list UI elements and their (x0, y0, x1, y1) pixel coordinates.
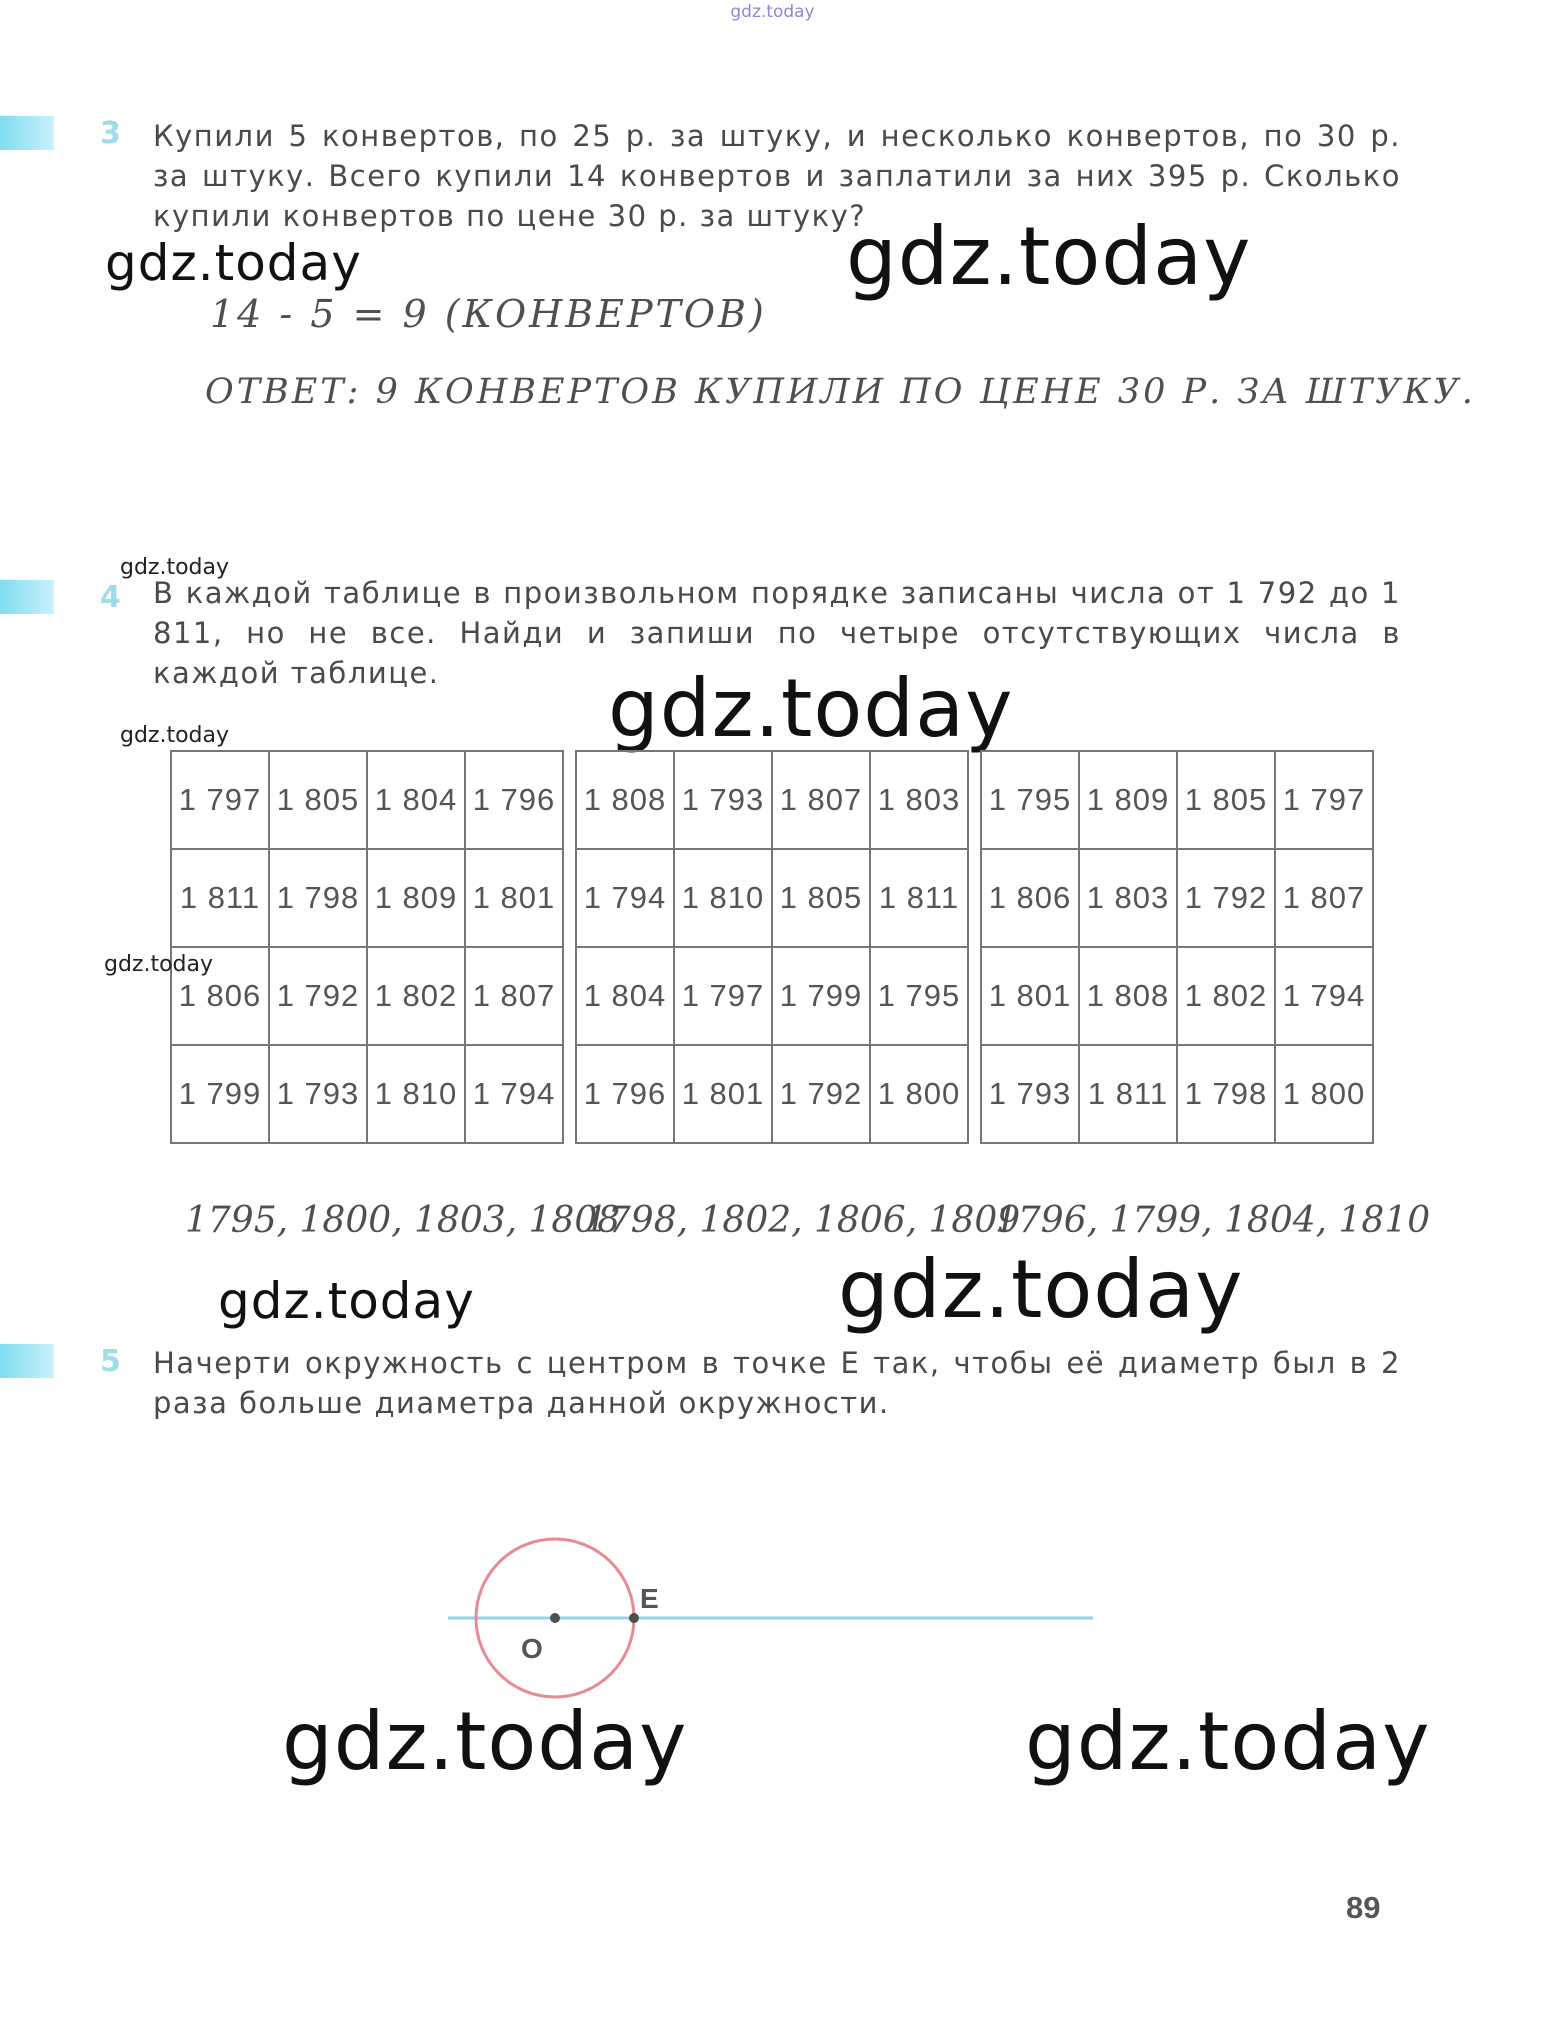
task-4-number: 4 (100, 580, 121, 615)
table-cell: 1 800 (1275, 1045, 1373, 1143)
table-cell: 1 805 (772, 849, 870, 947)
table-cell: 1 802 (367, 947, 465, 1045)
table-cell: 1 807 (772, 751, 870, 849)
table-cell: 1 793 (981, 1045, 1079, 1143)
table-cell: 1 810 (367, 1045, 465, 1143)
table-cell: 1 808 (1079, 947, 1177, 1045)
table-cell: 1 810 (674, 849, 772, 947)
page-number: 89 (1346, 1890, 1381, 1925)
table-cell: 1 804 (367, 751, 465, 849)
table-cell: 1 798 (1177, 1045, 1275, 1143)
task-3-solution: 14 - 5 = 9 (КОНВЕРТОВ) (210, 292, 767, 336)
table-cell: 1 804 (576, 947, 674, 1045)
table-cell: 1 811 (870, 849, 968, 947)
table-cell: 1 795 (870, 947, 968, 1045)
watermark: gdz.today (846, 210, 1252, 303)
watermark: gdz.today (608, 662, 1014, 755)
table-cell: 1 803 (1079, 849, 1177, 947)
table-cell: 1 799 (772, 947, 870, 1045)
task-5-number: 5 (100, 1344, 121, 1379)
table-cell: 1 806 (171, 947, 269, 1045)
table-cell: 1 807 (465, 947, 563, 1045)
table-cell: 1 807 (1275, 849, 1373, 947)
table-cell: 1 794 (465, 1045, 563, 1143)
table-cell: 1 799 (171, 1045, 269, 1143)
task-4-answer-1: 1795, 1800, 1803, 1808 (185, 1200, 621, 1241)
table-cell: 1 793 (674, 751, 772, 849)
task-3-number: 3 (100, 116, 121, 151)
table-cell: 1 792 (269, 947, 367, 1045)
table-cell: 1 809 (367, 849, 465, 947)
label-o: O (521, 1633, 543, 1664)
watermark: gdz.today (120, 723, 230, 748)
watermark: gdz.today (218, 1272, 475, 1330)
table-cell: 1 796 (576, 1045, 674, 1143)
table-cell: 1 805 (269, 751, 367, 849)
table-cell: 1 805 (1177, 751, 1275, 849)
task-4-text: В каждой таблице в произвольном порядке записаны числа от 1 792 до 1 811, но не все. Найди и запиши по четыре отсутствующих числа в каждой таблице. (153, 576, 1401, 690)
watermark: gdz.today (838, 1243, 1244, 1336)
table-cell: 1 802 (1177, 947, 1275, 1045)
top-watermark: gdz.today (730, 2, 815, 22)
table-cell: 1 798 (269, 849, 367, 947)
table-cell: 1 801 (981, 947, 1079, 1045)
table-cell: 1 792 (1177, 849, 1275, 947)
table-cell: 1 806 (981, 849, 1079, 947)
watermark: gdz.today (282, 1695, 688, 1788)
table-cell: 1 792 (772, 1045, 870, 1143)
table-cell: 1 793 (269, 1045, 367, 1143)
table-cell: 1 800 (870, 1045, 968, 1143)
table-cell: 1 811 (1079, 1045, 1177, 1143)
table-cell: 1 809 (1079, 751, 1177, 849)
table-cell: 1 808 (576, 751, 674, 849)
watermark: gdz.today (120, 555, 230, 580)
table-cell: 1 794 (1275, 947, 1373, 1045)
table-cell: 1 797 (674, 947, 772, 1045)
table-cell: 1 811 (171, 849, 269, 947)
table-cell: 1 801 (674, 1045, 772, 1143)
table-cell: 1 803 (870, 751, 968, 849)
task-4-answer-2: 1798, 1802, 1806, 1809 (585, 1200, 1021, 1241)
watermark: gdz.today (104, 952, 214, 977)
table-cell: 1 796 (465, 751, 563, 849)
label-e: E (640, 1583, 659, 1614)
point-o (550, 1613, 560, 1623)
watermark: gdz.today (1025, 1695, 1431, 1788)
table-cell: 1 795 (981, 751, 1079, 849)
watermark: gdz.today (105, 234, 362, 292)
table-cell: 1 794 (576, 849, 674, 947)
table-cell: 1 801 (465, 849, 563, 947)
task-4-answer-3: 1796, 1799, 1804, 1810 (995, 1200, 1431, 1241)
task-3-text: Купили 5 конвертов, по 25 р. за штуку, и несколько конвертов, по 30 р. за штуку. Всего купили 14 конвертов и заплатили за них 395 р. Сколько купили конвертов по цене 30 р. за штуку? (153, 119, 1401, 233)
task-5-text: Начерти окружность с центром в точке Е так, чтобы её диаметр был в 2 раза больше диаметра данной окружности. (153, 1346, 1401, 1420)
table-cell: 1 797 (171, 751, 269, 849)
task-3-answer: ОТВЕТ: 9 КОНВЕРТОВ КУПИЛИ ПО ЦЕНЕ 30 Р. ЗА ШТУКУ. (205, 372, 1476, 412)
point-e (629, 1613, 639, 1623)
table-cell: 1 797 (1275, 751, 1373, 849)
